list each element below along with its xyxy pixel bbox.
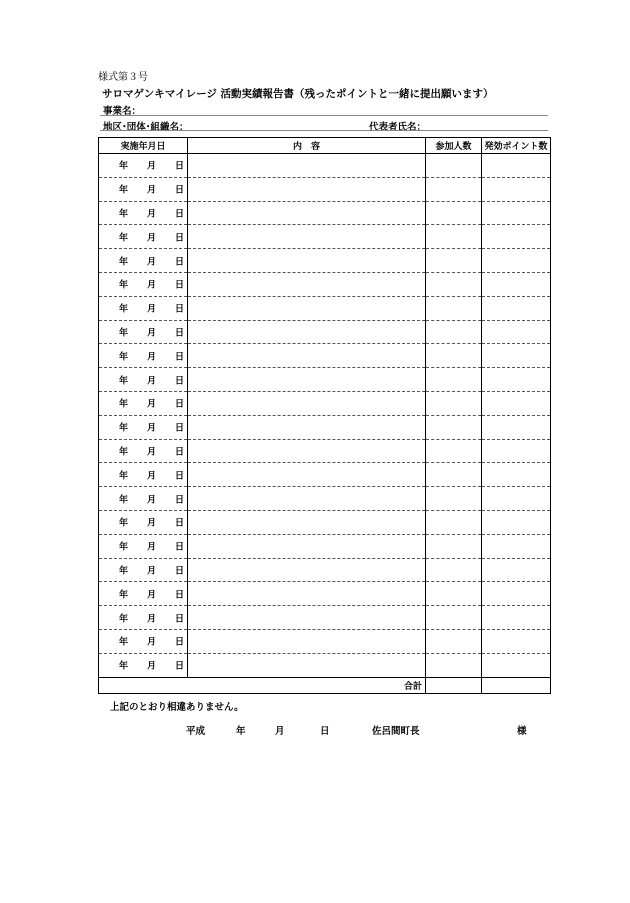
date-day-unit: 日 — [175, 328, 185, 339]
date-month-unit: 月 — [147, 447, 157, 458]
date-cell[interactable] — [99, 510, 188, 534]
participants-cell[interactable] — [426, 177, 482, 201]
date-cell[interactable] — [99, 201, 188, 225]
region-representative-underline[interactable] — [100, 130, 548, 131]
content-cell[interactable] — [188, 534, 426, 558]
date-day-unit: 日 — [175, 495, 185, 506]
table-row — [99, 487, 551, 511]
date-day-unit: 日 — [175, 304, 185, 315]
date-day-unit: 日 — [175, 637, 185, 648]
date-year-unit: 年 — [119, 376, 129, 387]
date-day-unit: 日 — [175, 447, 185, 458]
participants-cell[interactable] — [426, 439, 482, 463]
date-day-unit: 日 — [175, 518, 185, 529]
points-cell[interactable] — [482, 415, 551, 439]
points-cell[interactable] — [482, 558, 551, 582]
date-month-unit: 月 — [147, 209, 157, 220]
table-row — [99, 154, 551, 178]
header-date: 実施年月日 — [99, 138, 188, 154]
table-row — [99, 249, 551, 273]
date-year-unit: 年 — [119, 614, 129, 625]
date-year-unit: 年 — [119, 495, 129, 506]
date-cell[interactable] — [99, 272, 188, 296]
points-cell[interactable] — [482, 629, 551, 653]
content-cell[interactable] — [188, 225, 426, 249]
date-month-unit: 月 — [147, 185, 157, 196]
date-month-unit: 月 — [147, 328, 157, 339]
date-day-unit: 日 — [175, 376, 185, 387]
participants-cell[interactable] — [426, 582, 482, 606]
table-row — [99, 296, 551, 320]
date-month-unit: 月 — [147, 423, 157, 434]
date-cell[interactable] — [99, 629, 188, 653]
points-cell[interactable] — [482, 463, 551, 487]
date-day-unit: 日 — [175, 614, 185, 625]
content-cell[interactable] — [188, 368, 426, 392]
content-cell[interactable] — [188, 653, 426, 677]
date-cell[interactable] — [99, 463, 188, 487]
business-name-label: 事業名： — [103, 106, 142, 117]
date-year-unit: 年 — [119, 447, 129, 458]
participants-cell[interactable] — [426, 201, 482, 225]
content-cell[interactable] — [188, 510, 426, 534]
table-row — [99, 606, 551, 630]
date-cell[interactable] — [99, 344, 188, 368]
points-cell[interactable] — [482, 534, 551, 558]
points-cell[interactable] — [482, 225, 551, 249]
date-year-unit: 年 — [119, 637, 129, 648]
date-day-unit: 日 — [175, 257, 185, 268]
participants-cell[interactable] — [426, 225, 482, 249]
confirmation-text: 上記のとおり相違ありません。 — [110, 702, 244, 713]
date-year-unit: 年 — [119, 352, 129, 363]
content-cell[interactable] — [188, 320, 426, 344]
signature-day: 日 — [320, 726, 330, 737]
date-cell[interactable] — [99, 606, 188, 630]
total-label: 合計 — [99, 677, 426, 693]
signature-month: 月 — [275, 726, 285, 737]
date-day-unit: 日 — [175, 185, 185, 196]
header-participants: 参加人数 — [426, 138, 482, 154]
date-year-unit: 年 — [119, 185, 129, 196]
table-row — [99, 201, 551, 225]
date-cell[interactable] — [99, 225, 188, 249]
table-row — [99, 653, 551, 677]
date-year-unit: 年 — [119, 328, 129, 339]
date-cell[interactable] — [99, 439, 188, 463]
date-day-unit: 日 — [175, 423, 185, 434]
participants-cell[interactable] — [426, 558, 482, 582]
date-cell[interactable] — [99, 558, 188, 582]
date-month-unit: 月 — [147, 304, 157, 315]
date-day-unit: 日 — [175, 280, 185, 291]
date-cell[interactable] — [99, 320, 188, 344]
table-row — [99, 629, 551, 653]
points-cell[interactable] — [482, 606, 551, 630]
date-year-unit: 年 — [119, 471, 129, 482]
points-cell[interactable] — [482, 320, 551, 344]
participants-cell[interactable] — [426, 606, 482, 630]
date-cell[interactable] — [99, 653, 188, 677]
total-row — [99, 677, 551, 693]
total-participants-cell[interactable] — [426, 677, 482, 693]
content-cell[interactable] — [188, 558, 426, 582]
date-year-unit: 年 — [119, 257, 129, 268]
date-year-unit: 年 — [119, 161, 129, 172]
form-number: 様式第３号 — [98, 72, 148, 83]
date-day-unit: 日 — [175, 471, 185, 482]
points-cell[interactable] — [482, 201, 551, 225]
content-cell[interactable] — [188, 439, 426, 463]
content-cell[interactable] — [188, 606, 426, 630]
header-points: 発効ポイント数 — [482, 138, 551, 154]
date-year-unit: 年 — [119, 209, 129, 220]
date-cell[interactable] — [99, 487, 188, 511]
date-cell[interactable] — [99, 391, 188, 415]
date-month-unit: 月 — [147, 399, 157, 410]
signature-year: 年 — [236, 726, 246, 737]
date-month-unit: 月 — [147, 495, 157, 506]
date-cell[interactable] — [99, 154, 188, 178]
points-cell[interactable] — [482, 653, 551, 677]
date-year-unit: 年 — [119, 661, 129, 672]
participants-cell[interactable] — [426, 320, 482, 344]
date-cell[interactable] — [99, 534, 188, 558]
points-cell[interactable] — [482, 177, 551, 201]
date-cell[interactable] — [99, 296, 188, 320]
date-day-unit: 日 — [175, 590, 185, 601]
date-day-unit: 日 — [175, 542, 185, 553]
date-month-unit: 月 — [147, 590, 157, 601]
date-month-unit: 月 — [147, 542, 157, 553]
date-month-unit: 月 — [147, 637, 157, 648]
date-year-unit: 年 — [119, 566, 129, 577]
date-month-unit: 月 — [147, 280, 157, 291]
representative-label: 代表者氏名： — [369, 122, 427, 133]
date-day-unit: 日 — [175, 399, 185, 410]
date-month-unit: 月 — [147, 566, 157, 577]
points-cell[interactable] — [482, 368, 551, 392]
participants-cell[interactable] — [426, 272, 482, 296]
table-row — [99, 510, 551, 534]
table-header-row — [99, 138, 551, 154]
date-day-unit: 日 — [175, 661, 185, 672]
table-row — [99, 558, 551, 582]
date-year-unit: 年 — [119, 304, 129, 315]
table-row — [99, 391, 551, 415]
points-cell[interactable] — [482, 272, 551, 296]
date-cell[interactable] — [99, 177, 188, 201]
total-points-cell[interactable] — [482, 677, 551, 693]
table-row — [99, 320, 551, 344]
table-row — [99, 368, 551, 392]
date-month-unit: 月 — [147, 661, 157, 672]
date-month-unit: 月 — [147, 161, 157, 172]
participants-cell[interactable] — [426, 487, 482, 511]
date-month-unit: 月 — [147, 352, 157, 363]
date-year-unit: 年 — [119, 590, 129, 601]
mayor-title: 佐呂間町長 — [372, 726, 420, 737]
content-cell[interactable] — [188, 344, 426, 368]
date-day-unit: 日 — [175, 209, 185, 220]
date-day-unit: 日 — [175, 352, 185, 363]
document-title: サロマゲンキマイレージ 活動実績報告書（残ったポイントと一緒に提出願います） — [102, 88, 494, 100]
content-cell[interactable] — [188, 463, 426, 487]
date-day-unit: 日 — [175, 566, 185, 577]
date-cell[interactable] — [99, 368, 188, 392]
points-cell[interactable] — [482, 249, 551, 273]
participants-cell[interactable] — [426, 154, 482, 178]
table-row — [99, 225, 551, 249]
participants-cell[interactable] — [426, 510, 482, 534]
date-month-unit: 月 — [147, 518, 157, 529]
content-cell[interactable] — [188, 249, 426, 273]
table-row — [99, 439, 551, 463]
participants-cell[interactable] — [426, 653, 482, 677]
date-year-unit: 年 — [119, 399, 129, 410]
participants-cell[interactable] — [426, 415, 482, 439]
table-row — [99, 272, 551, 296]
date-cell[interactable] — [99, 582, 188, 606]
date-day-unit: 日 — [175, 233, 185, 244]
points-cell[interactable] — [482, 154, 551, 178]
content-cell[interactable] — [188, 629, 426, 653]
table-row — [99, 463, 551, 487]
date-year-unit: 年 — [119, 280, 129, 291]
table-row — [99, 534, 551, 558]
content-cell[interactable] — [188, 177, 426, 201]
participants-cell[interactable] — [426, 391, 482, 415]
date-day-unit: 日 — [175, 161, 185, 172]
participants-cell[interactable] — [426, 344, 482, 368]
table-row — [99, 582, 551, 606]
signature-era: 平成 — [186, 726, 206, 737]
content-cell[interactable] — [188, 272, 426, 296]
table-row — [99, 177, 551, 201]
header-content: 内 容 — [188, 138, 426, 154]
date-month-unit: 月 — [147, 471, 157, 482]
date-month-unit: 月 — [147, 257, 157, 268]
content-cell[interactable] — [188, 201, 426, 225]
participants-cell[interactable] — [426, 296, 482, 320]
region-group-label: 地区･団体･組織名： — [103, 122, 189, 133]
table-row — [99, 344, 551, 368]
date-year-unit: 年 — [119, 518, 129, 529]
content-cell[interactable] — [188, 391, 426, 415]
points-cell[interactable] — [482, 344, 551, 368]
content-cell[interactable] — [188, 487, 426, 511]
points-cell[interactable] — [482, 296, 551, 320]
date-year-unit: 年 — [119, 423, 129, 434]
participants-cell[interactable] — [426, 463, 482, 487]
activity-report-table — [98, 137, 551, 694]
content-cell[interactable] — [188, 154, 426, 178]
table-body — [99, 154, 551, 678]
points-cell[interactable] — [482, 439, 551, 463]
points-cell[interactable] — [482, 510, 551, 534]
content-cell[interactable] — [188, 582, 426, 606]
date-cell[interactable] — [99, 415, 188, 439]
content-cell[interactable] — [188, 415, 426, 439]
points-cell[interactable] — [482, 391, 551, 415]
date-month-unit: 月 — [147, 233, 157, 244]
content-cell[interactable] — [188, 296, 426, 320]
participants-cell[interactable] — [426, 249, 482, 273]
date-month-unit: 月 — [147, 376, 157, 387]
date-year-unit: 年 — [119, 233, 129, 244]
points-cell[interactable] — [482, 487, 551, 511]
table-row — [99, 415, 551, 439]
business-name-underline[interactable] — [100, 115, 548, 116]
date-cell[interactable] — [99, 249, 188, 273]
participants-cell[interactable] — [426, 368, 482, 392]
participants-cell[interactable] — [426, 534, 482, 558]
date-month-unit: 月 — [147, 614, 157, 625]
points-cell[interactable] — [482, 582, 551, 606]
honorific: 様 — [517, 726, 527, 737]
participants-cell[interactable] — [426, 629, 482, 653]
date-year-unit: 年 — [119, 542, 129, 553]
